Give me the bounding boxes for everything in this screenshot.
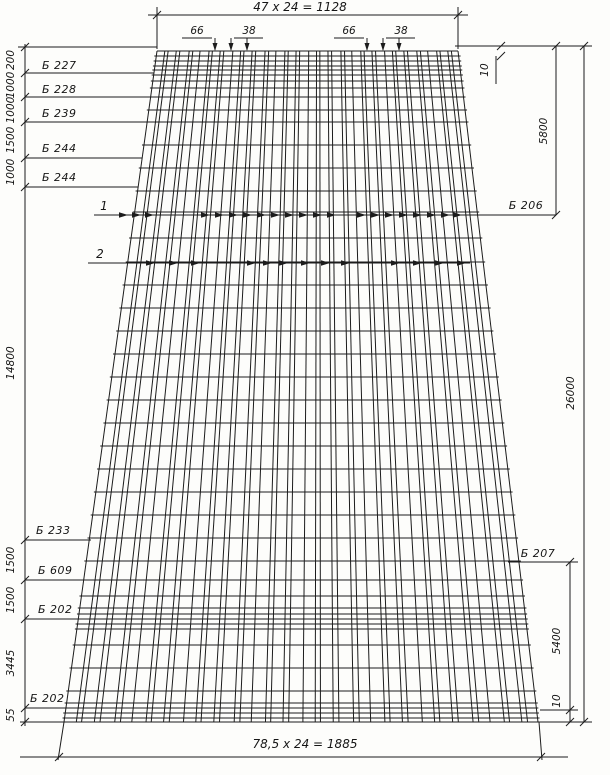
top-dimension (148, 0, 468, 49)
label-b202b: Б 202 (30, 692, 65, 705)
left-dim-55: 55 (5, 708, 17, 722)
dimension-ticks (21, 11, 588, 761)
label-b202a: Б 202 (38, 603, 73, 616)
subdim-arrow (229, 43, 234, 51)
arrowhead (191, 260, 200, 265)
arrowhead (169, 260, 178, 265)
right-dimension-chain (455, 46, 592, 722)
mesh-vertical-bar (251, 51, 276, 722)
mesh-vertical-bar (240, 51, 269, 722)
arrowhead (385, 212, 394, 217)
label-b228: Б 228 (42, 83, 77, 96)
subdim-arrow (365, 43, 370, 51)
arrowhead (247, 260, 256, 265)
subdim-arrow (381, 43, 386, 51)
mesh-vertical-bar (315, 51, 316, 722)
left-dim-1500a: 1500 (5, 126, 17, 154)
arrowhead (263, 260, 272, 265)
arrowhead (243, 212, 252, 217)
right-dim-26000: 26000 (565, 376, 577, 410)
left-dim-1000c: 1000 (5, 158, 17, 186)
subdim-38b-text: 38 (394, 25, 408, 37)
subdim-arrow (213, 43, 218, 51)
arrowhead (299, 212, 308, 217)
mesh-left-edge (64, 51, 157, 722)
right-dim-5800: 5800 (538, 117, 550, 145)
mesh-vertical-bar (214, 51, 252, 722)
subdim-arrow (245, 43, 250, 51)
mesh-vertical-bar (271, 51, 289, 722)
left-dim-1000a: 1000 (5, 71, 17, 99)
arrowhead (145, 212, 154, 217)
mesh-vertical-bar (361, 51, 385, 722)
arrowhead (391, 260, 400, 265)
label-b227: Б 227 (42, 59, 77, 72)
mesh-vertical-bar (132, 51, 200, 722)
subdim-66b-text: 66 (342, 25, 356, 37)
mesh-vertical-bar (100, 51, 180, 722)
label-b207: Б 207 (520, 547, 556, 560)
arrowhead (313, 212, 322, 217)
arrowhead (321, 260, 330, 265)
bottom-dimension (20, 722, 568, 760)
arrowhead (301, 260, 310, 265)
right-dim-10-bottom: 10 (551, 694, 563, 708)
arrowhead (279, 260, 288, 265)
left-dim-3445: 3445 (5, 649, 17, 677)
arrowhead (413, 260, 422, 265)
callout2-number: 2 (96, 247, 104, 261)
subdim-38a-text: 38 (242, 25, 256, 37)
arrowhead (132, 212, 141, 217)
bottom-ext-right (539, 722, 542, 760)
left-dim-1500b: 1500 (5, 546, 17, 574)
left-dim-1500c: 1500 (5, 586, 17, 614)
label-b239: Б 239 (42, 107, 77, 120)
arrowhead (215, 212, 224, 217)
label-b244b: Б 244 (42, 171, 77, 184)
mesh-vertical-bar (303, 51, 309, 722)
arrowhead (201, 212, 210, 217)
mesh-vertical-bar (451, 51, 527, 722)
left-dim-1000b: 1000 (5, 96, 17, 124)
label-b233: Б 233 (36, 524, 71, 537)
subdim-66a-text: 66 (190, 25, 204, 37)
left-dim-14800: 14800 (5, 346, 17, 380)
left-dim-200: 200 (5, 49, 17, 71)
bottom-dim-text: 78,5 x 24 = 1885 (252, 737, 358, 751)
mesh-vertical-bar (265, 51, 284, 722)
mesh-vertical-bar (372, 51, 403, 722)
mesh-bars (63, 51, 540, 722)
arrowhead (327, 212, 336, 217)
mesh-vertical-bar (234, 51, 265, 722)
label-b609: Б 609 (38, 564, 73, 577)
mesh-vertical-bar (94, 51, 176, 722)
arrowhead (119, 212, 128, 217)
arrowhead (357, 212, 366, 217)
label-b244a: Б 244 (42, 142, 77, 155)
right-dim-5400: 5400 (551, 627, 563, 655)
top-dim-text: 47 x 24 = 1128 (253, 0, 347, 14)
tick-slash (497, 52, 505, 60)
arrowhead (271, 212, 280, 217)
mesh-vertical-bar (164, 51, 221, 722)
right-dim-10-top: 10 (479, 63, 491, 77)
callout1-number: 1 (100, 199, 108, 213)
arrowhead (341, 260, 350, 265)
arrowhead (413, 212, 422, 217)
arrowhead (441, 212, 450, 217)
subdim-arrow (397, 43, 402, 51)
arrowhead (371, 212, 380, 217)
arrowhead (435, 260, 444, 265)
label-b206: Б 206 (508, 199, 544, 212)
mesh-vertical-bar (196, 51, 241, 722)
mesh-vertical-bar (320, 51, 321, 722)
mesh-vertical-bar (183, 51, 232, 722)
